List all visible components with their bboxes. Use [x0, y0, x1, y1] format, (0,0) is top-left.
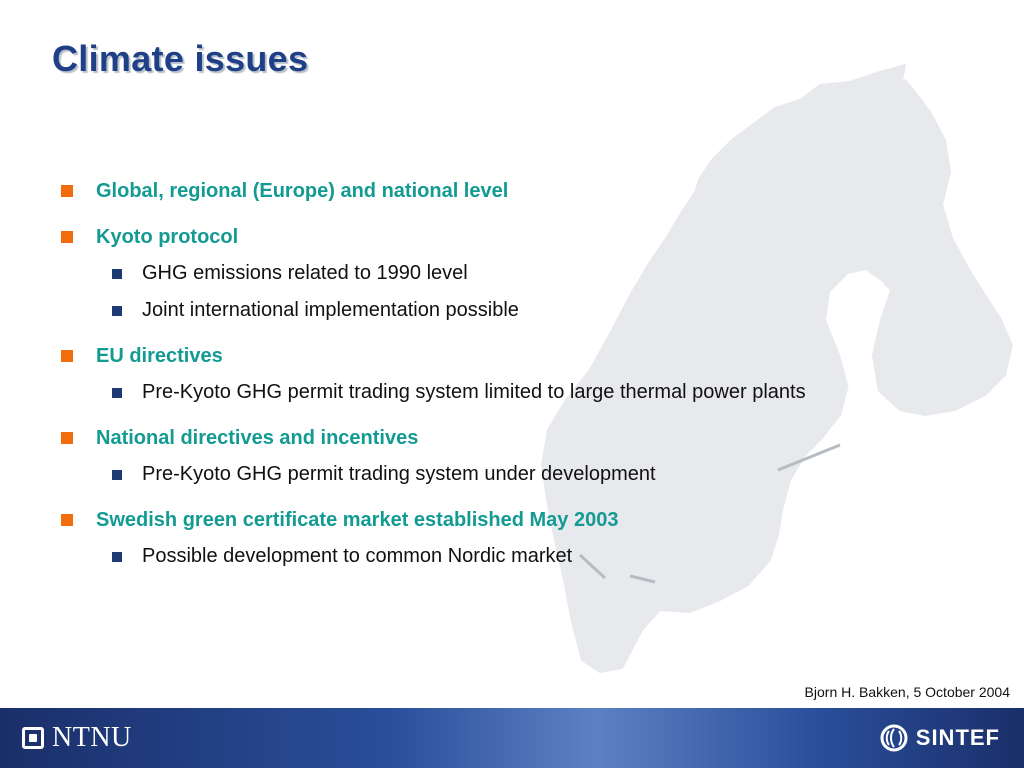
bullet-item	[60, 176, 860, 206]
sub-bullet-text: Possible development to common Nordic market	[142, 545, 573, 567]
sintef-logo-text: SINTEF	[915, 725, 1000, 750]
footer-bar	[0, 708, 1024, 768]
sub-bullet-text: Joint international implementation possible	[142, 299, 519, 321]
ntnu-logo	[22, 724, 132, 752]
sub-bullet-item	[60, 541, 860, 571]
bullet-text: EU directives	[96, 345, 223, 367]
bullet-item	[60, 505, 860, 535]
bullet-square-icon	[61, 185, 73, 197]
sub-bullet-text: Pre-Kyoto GHG permit trading system limited to large thermal power plants	[142, 381, 806, 403]
sub-bullet-item	[60, 377, 860, 407]
sub-bullet-square-icon	[112, 306, 122, 316]
bullet-item	[60, 341, 860, 371]
sub-bullet-text: Pre-Kyoto GHG permit trading system under development	[142, 463, 656, 485]
sub-bullet-square-icon	[112, 470, 122, 480]
sub-bullet-text: GHG emissions related to 1990 level	[142, 262, 468, 284]
bullet-text: Global, regional (Europe) and national level	[96, 180, 509, 202]
sub-bullet-square-icon	[112, 269, 122, 279]
bullet-item	[60, 423, 860, 453]
bullet-text: Swedish green certificate market established May 2003	[96, 509, 619, 531]
sub-bullet-item	[60, 258, 860, 288]
bullet-item	[60, 222, 860, 252]
sub-bullet-item	[60, 459, 860, 489]
sintef-logo	[880, 724, 1000, 752]
sintef-logo-icon	[880, 724, 908, 752]
bullet-square-icon	[61, 231, 73, 243]
ntnu-logo-text: NTNU	[52, 722, 132, 753]
bullet-square-icon	[61, 350, 73, 362]
sub-bullet-square-icon	[112, 388, 122, 398]
bullet-text: National directives and incentives	[96, 427, 419, 449]
bullet-text: Kyoto protocol	[96, 226, 239, 248]
ntnu-logo-icon	[22, 727, 44, 749]
author-date: Bjorn H. Bakken, 5 October 2004	[804, 684, 1010, 700]
slide-title: Climate issues	[52, 38, 309, 79]
bullet-square-icon	[61, 514, 73, 526]
bullet-list	[60, 176, 860, 571]
bullet-square-icon	[61, 432, 73, 444]
sub-bullet-item	[60, 295, 860, 325]
sub-bullet-square-icon	[112, 552, 122, 562]
